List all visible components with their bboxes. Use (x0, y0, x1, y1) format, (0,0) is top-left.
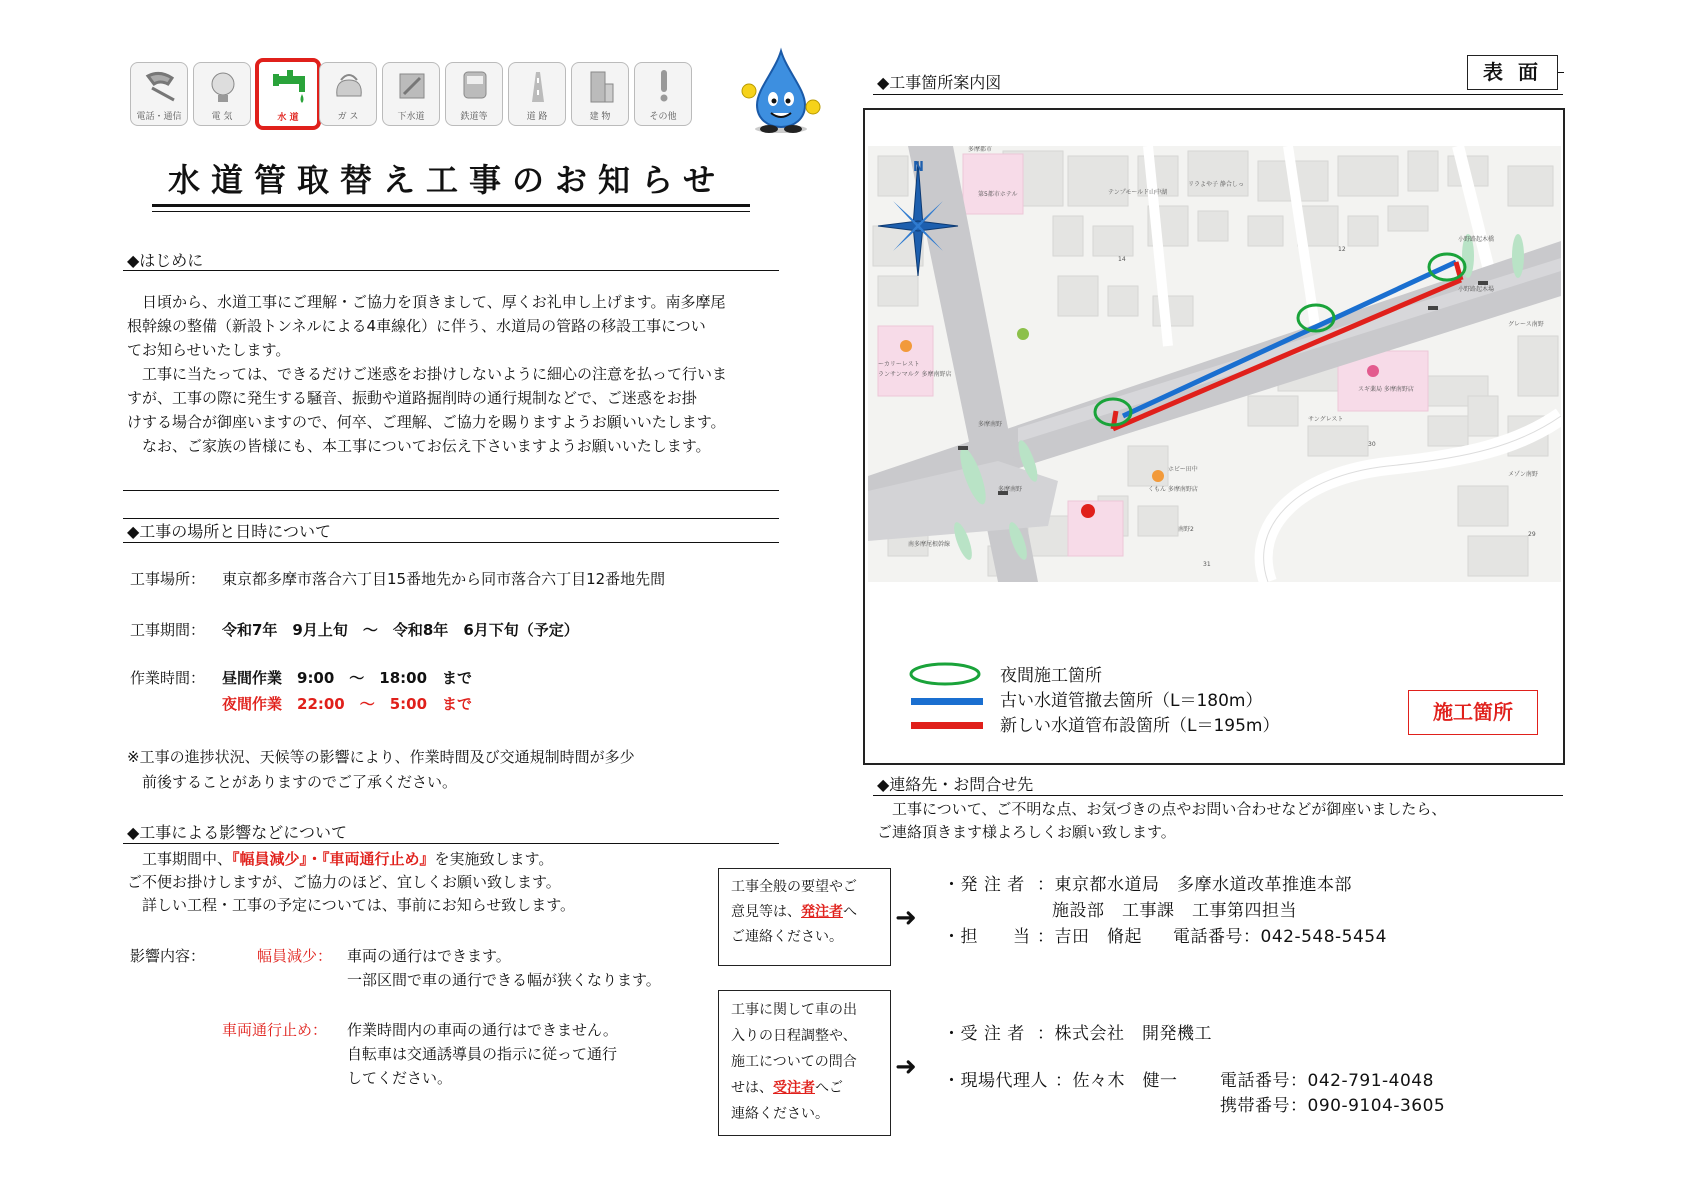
period-value: 令和7年 9月上旬 ～ 令和8年 6月下旬（予定） (222, 621, 579, 639)
impact-line-1: 工事期間中、『幅員減少』・『車両通行止め』を実施致します。 (127, 850, 554, 868)
agent-mobile: 携帯番号：090-9104-3605 (1220, 1096, 1446, 1116)
contractor-note-box: 工事に関して車の出 入りの日程調整や、 施工についての問合 せは、受注者へご 連絡ください。 (718, 990, 891, 1136)
page-title: 水道管取替え工事のお知らせ (168, 161, 727, 199)
arrow-right-icon-2: ➜ (895, 1052, 917, 1082)
category-building (571, 62, 629, 126)
train-icon (455, 68, 495, 106)
closure-line-3: してください。 (347, 1069, 453, 1087)
agent-label: ・現場代理人 (943, 1071, 1048, 1091)
intro-line: けする場合が御座いますので、何卒、ご理解、ご協力を賜りますようお願いいたします。 (127, 413, 726, 431)
place-label: 工事場所： (130, 570, 206, 588)
category-label: ガ ス (337, 112, 359, 122)
closure-label: 車両通行止め： (222, 1021, 328, 1039)
category-label: 道 路 (526, 112, 548, 122)
svg-text:31: 31 (1203, 561, 1211, 568)
svg-text:多摩南野: 多摩南野 (998, 486, 1023, 493)
staff-tel: 電話番号：042-548-5454 (1173, 927, 1387, 947)
orderer-note-box: 工事全般の要望やご 意見等は、発注者へ ご連絡ください。 (718, 868, 891, 966)
orderer-value: ：東京都水道局 多摩水道改革推進本部 (1037, 875, 1352, 895)
svg-text:ホビー田中: ホビー田中 (1168, 466, 1198, 473)
impact-heading: ◆工事による影響などについて (127, 823, 347, 842)
category-sewer (382, 62, 440, 126)
period-label: 工事期間： (130, 621, 206, 639)
intro-line: 工事に当たっては、できるだけご迷惑をお掛けしないように細心の注意を払って行いま (127, 365, 728, 383)
title-underline (152, 204, 750, 207)
place-value: 東京都多摩市落合六丁目15番地先から同市落合六丁目12番地先間 (222, 570, 666, 588)
svg-text:スギ薬局 多摩南野店: スギ薬局 多摩南野店 (1358, 386, 1414, 393)
schedule-note-2: 前後することがありますのでご了承ください。 (127, 773, 458, 791)
svg-text:第5都市ホテル: 第5都市ホテル (978, 191, 1018, 198)
night-work: 夜間作業 22:00 ～ 5:00 まで (222, 695, 473, 713)
svg-text:多摩南野: 多摩南野 (978, 421, 1003, 428)
legend-old-pipe: 古い水道管撤去箇所（L＝180m） (1000, 691, 1263, 711)
svg-text:南野2: 南野2 (1178, 526, 1194, 533)
svg-text:12: 12 (1338, 246, 1346, 253)
svg-text:30: 30 (1368, 441, 1376, 448)
contractor-label: ・受 注 者 (943, 1024, 1025, 1044)
agent-value: ：佐々木 健一 (1055, 1071, 1178, 1091)
impact-line-3: 詳しい工程・工事の予定については、事前にお知らせ致します。 (127, 896, 576, 914)
agent-tel: 電話番号：042-791-4048 (1220, 1071, 1434, 1091)
intro-heading: ◆はじめに (127, 251, 204, 270)
hours-label: 作業時間： (130, 669, 206, 687)
phone-icon (140, 68, 180, 106)
map-image (868, 146, 1561, 582)
svg-text:14: 14 (1118, 256, 1126, 263)
svg-text:ランサンマルク 多摩南野店: ランサンマルク 多摩南野店 (878, 371, 952, 378)
svg-text:テンプモールド山中湖: テンプモールド山中湖 (1108, 189, 1168, 196)
category-label: 水 道 (277, 113, 299, 123)
svg-text:南多摩尾根幹線: 南多摩尾根幹線 (908, 541, 951, 548)
category-label: 電話・通信 (136, 112, 182, 122)
impact-line-2: ご不便お掛けしますが、ご協力のほど、宜しくお願い致します。 (127, 873, 561, 891)
legend-new-pipe: 新しい水道管布設箇所（L＝195m） (1000, 716, 1280, 736)
intro-text (127, 290, 727, 458)
sewer-icon (392, 68, 432, 106)
intro-line: 根幹線の整備（新設トンネルによる4車線化）に伴う、水道局の管路の移設工事につい (127, 317, 706, 335)
road-icon (518, 68, 558, 106)
category-bulb (193, 62, 251, 126)
water-drop-mascot-icon (735, 45, 825, 135)
north-label: N (913, 160, 924, 175)
intro-line: なお、ご家族の皆様にも、本工事についてお伝え下さいますようお願いいたします。 (127, 437, 711, 455)
svg-text:メゾン南野: メゾン南野 (1508, 471, 1538, 478)
exclamation-icon (644, 68, 684, 106)
closure-line-2: 自転車は交通誘導員の指示に従って通行 (347, 1045, 618, 1063)
svg-text:リラよや子 静合しっ: リラよや子 静合しっ (1188, 181, 1244, 188)
contact-intro-1: 工事について、ご不明な点、お気づきの点やお問い合わせなどが御座いましたら、 (877, 800, 1447, 818)
category-train (445, 62, 503, 126)
building-icon (581, 68, 621, 106)
staff-label: ・担 当 (943, 927, 1031, 947)
category-label: その他 (649, 112, 677, 122)
faucet-icon (271, 68, 311, 106)
intro-line: てお知らせいたします。 (127, 341, 291, 359)
svg-text:多摩都市: 多摩都市 (968, 146, 993, 153)
narrow-line-1: 車両の通行はできます。 (347, 947, 511, 965)
category-faucet (255, 58, 321, 130)
map-heading: ◆工事箇所案内図 (877, 73, 1002, 92)
orderer-dept: 施設部 工事課 工事第四担当 (1052, 901, 1297, 921)
category-label: 下水道 (397, 112, 425, 122)
category-road (508, 62, 566, 126)
front-side-badge: 表 面 (1467, 55, 1558, 90)
legend-night: 夜間施工箇所 (1000, 666, 1102, 686)
category-label: 鉄道等 (460, 112, 488, 122)
category-exclamation (634, 62, 692, 126)
svg-text:小野路起木場: 小野路起木場 (1458, 286, 1495, 293)
category-kettle (319, 62, 377, 126)
day-work: 昼間作業 9:00 ～ 18:00 まで (222, 669, 473, 687)
category-label: 電 気 (211, 112, 233, 122)
impact-content-label: 影響内容： (130, 947, 206, 965)
map-legend-symbols (903, 662, 993, 732)
svg-text:小野路起木橋: 小野路起木橋 (1458, 236, 1495, 243)
kettle-icon (329, 68, 369, 106)
schedule-note-1: ※工事の進捗状況、天候等の影響により、作業時間及び交通規制時間が多少 (127, 748, 635, 766)
site-label-badge: 施工箇所 (1408, 690, 1538, 735)
staff-value: ：吉田 脩起 (1037, 927, 1142, 947)
schedule-heading: ◆工事の場所と日時について (127, 522, 331, 541)
narrow-label: 幅員減少： (257, 947, 333, 965)
contractor-value: ：株式会社 開発機工 (1037, 1024, 1212, 1044)
svg-text:くもん 多摩南野店: くもん 多摩南野店 (1148, 486, 1198, 493)
category-phone (130, 62, 188, 126)
intro-line: すが、工事の際に発生する騒音、振動や道路掘削時の通行規制などで、ご迷惑をお掛 (127, 389, 697, 407)
svg-text:グレース南野: グレース南野 (1508, 321, 1544, 328)
contact-intro-2: ご連絡頂きます様よろしくお願い致します。 (877, 823, 1176, 841)
bulb-icon (203, 68, 243, 106)
svg-text:29: 29 (1528, 531, 1536, 538)
arrow-right-icon: ➜ (895, 903, 917, 933)
narrow-line-2: 一部区間で車の通行できる幅が狭くなります。 (347, 971, 661, 989)
category-label: 建 物 (589, 112, 611, 122)
orderer-label: ・発 注 者 (943, 875, 1025, 895)
closure-line-1: 作業時間内の車両の通行はできません。 (347, 1021, 618, 1039)
svg-text:ーカリーレスト: ーカリーレスト (878, 361, 920, 368)
svg-text:サングレスト: サングレスト (1308, 416, 1344, 423)
intro-line: 日頃から、水道工事にご理解・ご協力を頂きまして、厚くお礼申し上げます。南多摩尾 (127, 293, 726, 311)
contact-heading: ◆連絡先・お問合せ先 (877, 775, 1034, 794)
